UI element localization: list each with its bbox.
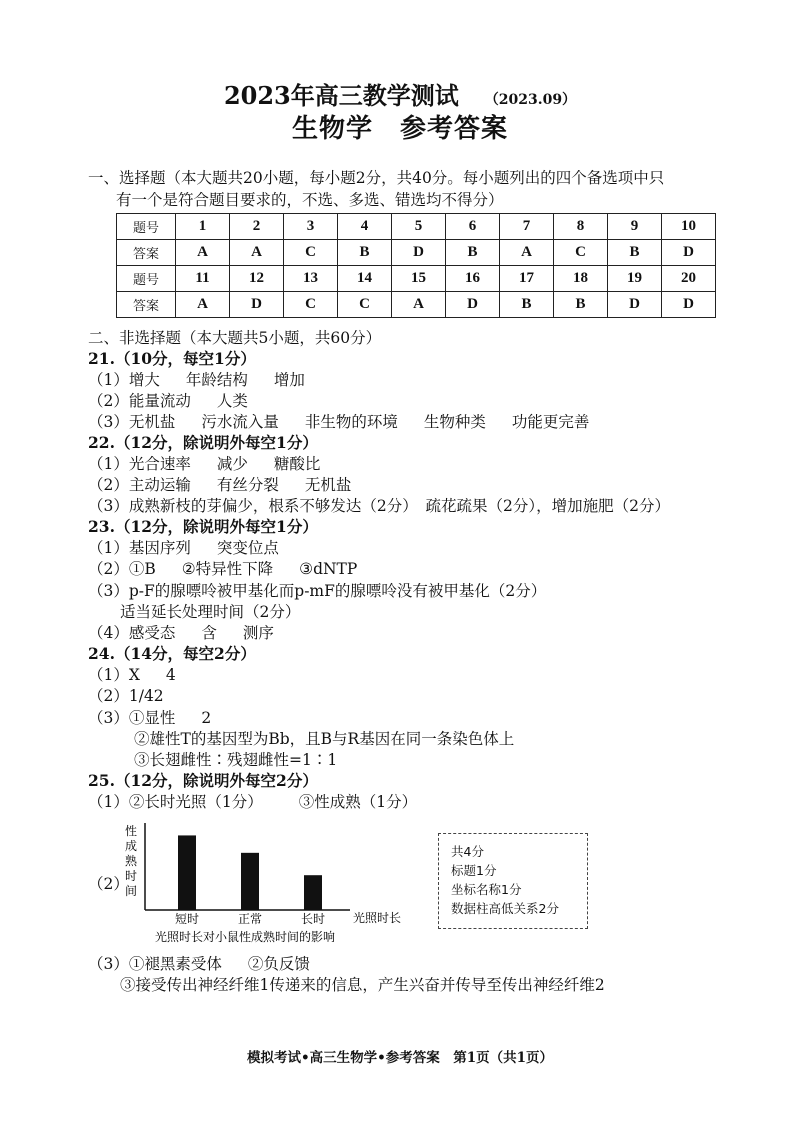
q22-line3: （3）成熟新枝的芽偏少，根系不够发达（2分） 疏花疏果（2分），增加施肥（2分） <box>88 497 670 515</box>
table-cell: C <box>338 292 392 318</box>
q24-head: 24.（14分，每空2分） <box>88 644 256 663</box>
table-cell: 13 <box>284 266 338 292</box>
answer-text: 污水流入量 <box>201 413 279 431</box>
table-cell: B <box>338 240 392 266</box>
table-cell: B <box>446 240 500 266</box>
table-cell: A <box>230 240 284 266</box>
note-line: 共4分 <box>451 844 484 859</box>
answer-text: 生物种类 <box>423 413 486 431</box>
table-row <box>117 292 716 318</box>
answer-text: （1）基因序列 <box>88 539 191 557</box>
q21-line3 <box>88 411 589 433</box>
table-cell: 19 <box>608 266 662 292</box>
y-axis-label-char: 间 <box>124 884 138 898</box>
answer-text: ②特异性下降 <box>181 560 274 578</box>
q22-head: 22.（12分，除说明外每空1分） <box>88 433 318 452</box>
answer-text: 人类 <box>216 392 248 410</box>
q25-line1 <box>88 791 417 813</box>
answer-text: （1）X <box>88 666 140 684</box>
table-cell: B <box>500 292 554 318</box>
q21-head: 21.（10分，每空1分） <box>88 349 256 368</box>
answer-text: （2）①B <box>88 560 156 578</box>
answer-text: （2）主动运输 <box>88 476 191 494</box>
note-line: 数据柱高低关系2分 <box>451 901 559 916</box>
page-title <box>0 76 800 111</box>
answer-text: ③性成熟（1分） <box>298 793 418 811</box>
exam-title: 2023年高三教学测试 <box>223 81 459 110</box>
q24-line3c: ③长翅雌性∶残翅雌性=1∶1 <box>134 751 338 769</box>
y-axis-label-char: 性 <box>124 824 138 838</box>
bar-短时 <box>178 835 196 910</box>
table-cell: 5 <box>392 214 446 240</box>
table-cell: 17 <box>500 266 554 292</box>
table-cell: A <box>176 292 230 318</box>
y-axis-label-char: 熟 <box>124 854 138 868</box>
section1-heading-cont: 有一个是符合题目要求的，不选、多选、错选均不得分） <box>116 191 504 209</box>
table-cell: 16 <box>446 266 500 292</box>
q23-line2 <box>88 558 357 580</box>
x-tick-labels <box>175 911 325 926</box>
table-cell: A <box>176 240 230 266</box>
section2-heading: 二、非选择题（本大题共5小题，共60分） <box>88 329 382 347</box>
bar-chart <box>95 815 425 950</box>
table-cell: 3 <box>284 214 338 240</box>
table-cell: C <box>284 240 338 266</box>
table-row <box>117 240 716 266</box>
q25-line3b: ③接受传出神经纤维1传递来的信息，产生兴奋并传导至传出神经纤维2 <box>120 976 605 994</box>
table-cell: 6 <box>446 214 500 240</box>
table-cell: C <box>554 240 608 266</box>
answer-table <box>116 213 716 318</box>
q24-line2: （2）1/42 <box>88 687 164 705</box>
q24-line3 <box>88 707 211 729</box>
answer-text: 糖酸比 <box>273 455 321 473</box>
table-cell: 2 <box>230 214 284 240</box>
answer-text: （1）光合速率 <box>88 455 191 473</box>
table-row <box>117 214 716 240</box>
table-cell: B <box>554 292 608 318</box>
row-label: 题号 <box>117 214 176 240</box>
q23-line4 <box>88 622 274 644</box>
answer-text: （3）无机盐 <box>88 413 176 431</box>
table-cell: D <box>446 292 500 318</box>
q22-line2 <box>88 474 351 496</box>
row-label: 题号 <box>117 266 176 292</box>
table-cell: 12 <box>230 266 284 292</box>
table-cell: D <box>230 292 284 318</box>
y-axis-label-char: 时 <box>124 869 138 883</box>
answer-text: （4）感受态 <box>88 624 176 642</box>
answer-text: （1）②长时光照（1分） <box>88 793 263 811</box>
note-line: 标题1分 <box>451 863 497 878</box>
q21-line1 <box>88 369 305 391</box>
bar-group <box>178 835 322 910</box>
q24-line3b: ②雄性T的基因型为Bb，且B与R基因在同一条染色体上 <box>134 730 515 748</box>
q23-line3b: 适当延长处理时间（2分） <box>120 603 301 621</box>
page-footer: 模拟考试•高三生物学•参考答案 第1页（共1页） <box>246 1050 554 1066</box>
answer-text: 增加 <box>273 371 305 389</box>
q23-line3: （3）p-F的腺嘌呤被甲基化而p-mF的腺嘌呤没有被甲基化（2分） <box>88 582 547 600</box>
answer-text: 测序 <box>242 624 274 642</box>
table-cell: 4 <box>338 214 392 240</box>
page-subtitle: 生物学 参考答案 <box>291 114 508 144</box>
table-cell: D <box>392 240 446 266</box>
section1-heading: 一、选择题（本大题共20小题，每小题2分，共40分。每小题列出的四个备选项中只 <box>88 169 665 187</box>
table-cell: A <box>392 292 446 318</box>
y-axis-label <box>125 823 138 898</box>
q23-line1 <box>88 537 279 559</box>
answer-text: （2）能量流动 <box>88 392 191 410</box>
q25-head: 25.（12分，除说明外每空2分） <box>88 771 318 790</box>
x-tick-label: 短时 <box>174 912 200 926</box>
answer-text: 非生物的环境 <box>304 413 398 431</box>
q23-head: 23.（12分，除说明外每空1分） <box>88 517 318 536</box>
row-label: 答案 <box>117 292 176 318</box>
answer-text: 无机盐 <box>304 476 352 494</box>
row-label: 答案 <box>117 240 176 266</box>
answer-text: （1）增大 <box>88 371 160 389</box>
table-cell: 8 <box>554 214 608 240</box>
answer-text: 突变位点 <box>216 539 279 557</box>
table-cell: D <box>662 292 716 318</box>
answer-text: ③dNTP <box>299 560 358 578</box>
answer-text: 4 <box>165 666 176 684</box>
q25-line2-label: （2） <box>88 875 129 893</box>
x-tick-label: 正常 <box>237 912 263 926</box>
table-cell: 9 <box>608 214 662 240</box>
table-cell: 14 <box>338 266 392 292</box>
table-cell: 10 <box>662 214 716 240</box>
table-cell: D <box>662 240 716 266</box>
table-row <box>117 266 716 292</box>
y-axis-label-char: 成 <box>124 839 138 853</box>
exam-date: （2023.09） <box>484 92 577 108</box>
x-tick-label: 长时 <box>300 912 326 926</box>
answer-text: ②负反馈 <box>247 955 310 973</box>
bar-长时 <box>304 875 322 910</box>
answer-text: （3）①褪黑素受体 <box>88 955 222 973</box>
answer-text: 功能更完善 <box>511 413 590 431</box>
q21-line2 <box>88 390 248 412</box>
answer-text: 减少 <box>216 455 248 473</box>
answer-text: 有丝分裂 <box>216 476 279 494</box>
q24-line1 <box>88 664 176 686</box>
table-cell: 15 <box>392 266 446 292</box>
table-cell: 20 <box>662 266 716 292</box>
table-cell: D <box>608 292 662 318</box>
table-cell: 11 <box>176 266 230 292</box>
bar-正常 <box>241 853 259 910</box>
note-line: 坐标名称1分 <box>451 882 522 897</box>
table-cell: 7 <box>500 214 554 240</box>
scoring-note-box <box>438 833 588 929</box>
table-cell: C <box>284 292 338 318</box>
answer-text: （3）①显性 <box>88 709 176 727</box>
answer-text: 2 <box>201 709 212 727</box>
table-cell: B <box>608 240 662 266</box>
answer-text: 含 <box>201 624 217 642</box>
q25-line3 <box>88 953 310 975</box>
x-axis-label: 光照时长 <box>353 911 402 925</box>
chart-title: 光照时长对小鼠性成熟时间的影响 <box>154 930 336 944</box>
table-cell: A <box>500 240 554 266</box>
answer-text: 年龄结构 <box>185 371 248 389</box>
table-cell: 18 <box>554 266 608 292</box>
table-cell: 1 <box>176 214 230 240</box>
q22-line1 <box>88 453 320 475</box>
